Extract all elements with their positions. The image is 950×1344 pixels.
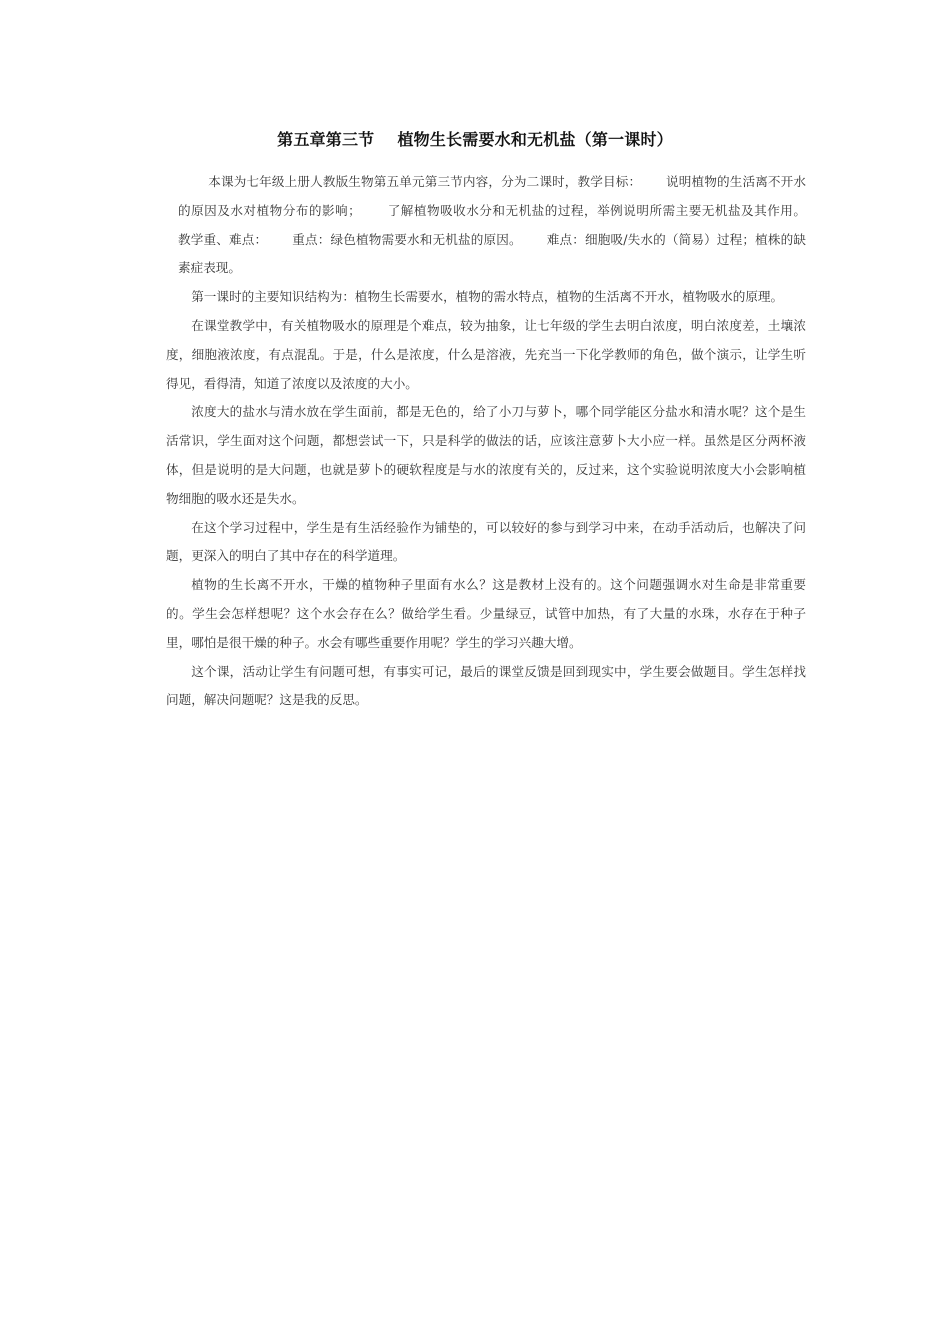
paragraph-intro: 本课为七年级上册人教版生物第五单元第三节内容，分为二课时，教学目标： 说明植物的生活离不开水的原因及水对植物分布的影响； 了解植物吸收水分和无机盐的过程，举例说明所需主要无机盐及其作用。 教学重、难点： 重点：绿色植物需要水和无机盐的原因。 难点：细胞吸/失水的（简易）过程；植株的缺素症表现。 (178, 174, 847, 276)
paragraph: 这个课，活动让学生有问题可想，有事实可记，最后的课堂反馈是回到现实中，学生要会做题目。学生怎样找问题，解决问题呢？这是我的反思。 (166, 663, 806, 708)
paragraph: 浓度大的盐水与清水放在学生面前，都是无色的，给了小刀与萝卜，哪个同学能区分盐水和清水呢？这个是生活常识，学生面对这个问题，都想尝试一下，只是科学的做法的话，应该注意萝卜大小应一样。虽然是区分两杯液体，但是说明的是大问题，也就是萝卜的硬软程度是与水的浓度有关的，反过来，这个实验说明浓度大小会影响植物细胞的吸水还是失水。 (166, 404, 806, 506)
document-body (166, 168, 847, 715)
paragraph: 植物的生长离不开水，干燥的植物种子里面有水么？这是教材上没有的。这个问题强调水对生命是非常重要的。学生会怎样想呢？这个水会存在么？做给学生看。少量绿豆，试管中加热，有了大量的水珠，水存在于种子里，哪怕是很干燥的种子。水会有哪些重要作用呢？学生的学习兴趣大增。 (166, 577, 806, 650)
paragraph: 第一课时的主要知识结构为：植物生长需要水，植物的需水特点，植物的生活离不开水，植物吸水的原理。 (191, 289, 784, 305)
paragraph: 在这个学习过程中，学生是有生活经验作为铺垫的，可以较好的参与到学习中来，在动手活动后，也解决了问题，更深入的明白了其中存在的科学道理。 (166, 519, 806, 564)
document-title: 第五章第三节 植物生长需要水和无机盐（第一课时） (277, 130, 673, 149)
paragraph: 在课堂教学中，有关植物吸水的原理是个难点，较为抽象，让七年级的学生去明白浓度，明白浓度差，土壤浓度，细胞液浓度，有点混乱。于是，什么是浓度，什么是溶液，先充当一下化学教师的角色，做个演示，让学生听得见，看得清，知道了浓度以及浓度的大小。 (166, 317, 806, 391)
